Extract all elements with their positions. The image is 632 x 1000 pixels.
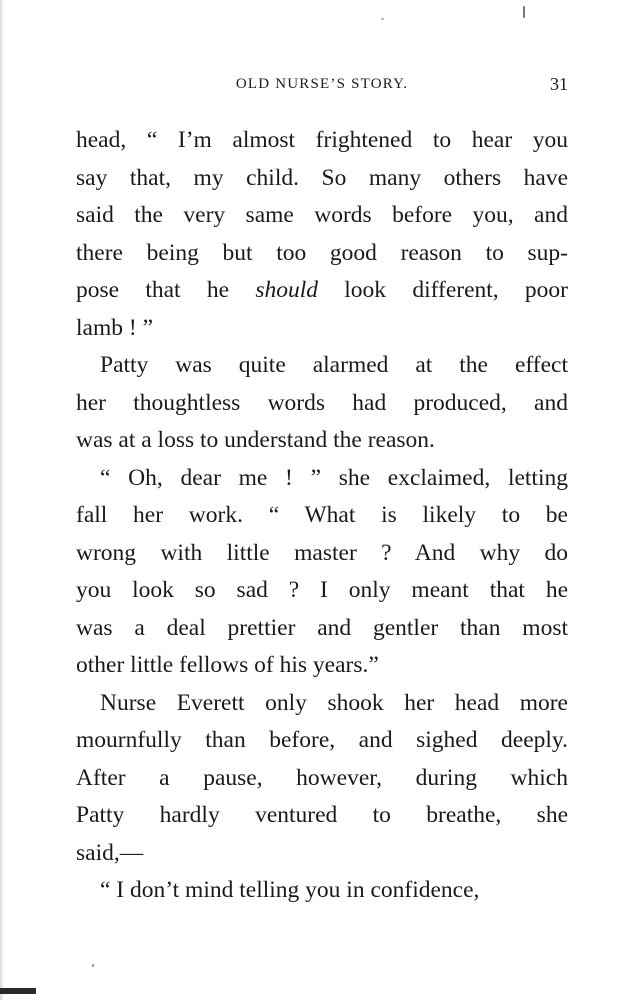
italic-emphasis: should [255,277,318,303]
scan-speck [381,18,384,20]
scan-edge-mark [0,988,36,994]
text-line: wrong with little master ? And why do [76,539,568,566]
text-line: “ Oh, dear me ! ” she exclaimed, letting [100,464,568,491]
text-line: After a pause, however, during which [76,764,568,791]
text-line: was at a loss to understand the reason. [76,427,435,453]
text-segment: pose that he [76,277,256,303]
text-line-with-italic [76,272,568,310]
text-line: said the very same words before you, and [76,202,568,228]
page-number: 31 [550,74,568,94]
text-line: her thoughtless words had produced, and [76,389,568,416]
text-line: was a deal prettier and gentler than most [76,614,568,641]
text-line: head, “ I’m almost frightened to hear you [76,127,568,153]
scan-speck [92,964,94,967]
text-line: mournfully than before, and sighed deeply. [76,727,568,753]
body-text [76,122,568,910]
text-line: say that, my child. So many others have [76,164,568,191]
text-line: Patty hardly ventured to breathe, she [76,802,568,828]
text-line: you look so sad ? I only meant that he [76,577,568,603]
text-line: fall her work. “ What is likely to be [76,502,568,528]
running-head [76,74,568,96]
text-line: other little fellows of his years.” [76,652,379,678]
text-line: Nurse Everett only shook her head more [100,689,568,716]
text-segment: look different, poor [318,277,569,303]
text-line: said,— [76,839,144,866]
page-edge-shadow [0,0,4,1000]
text-line: there being but too good reason to sup- [76,239,568,266]
text-line: lamb ! ” [76,314,153,341]
scan-speck [523,6,525,18]
text-line: Patty was quite alarmed at the effect [100,352,568,378]
running-head-title: OLD NURSE’S STORY. [235,76,409,92]
text-line: “ I don’t mind telling you in confidence, [100,877,480,903]
